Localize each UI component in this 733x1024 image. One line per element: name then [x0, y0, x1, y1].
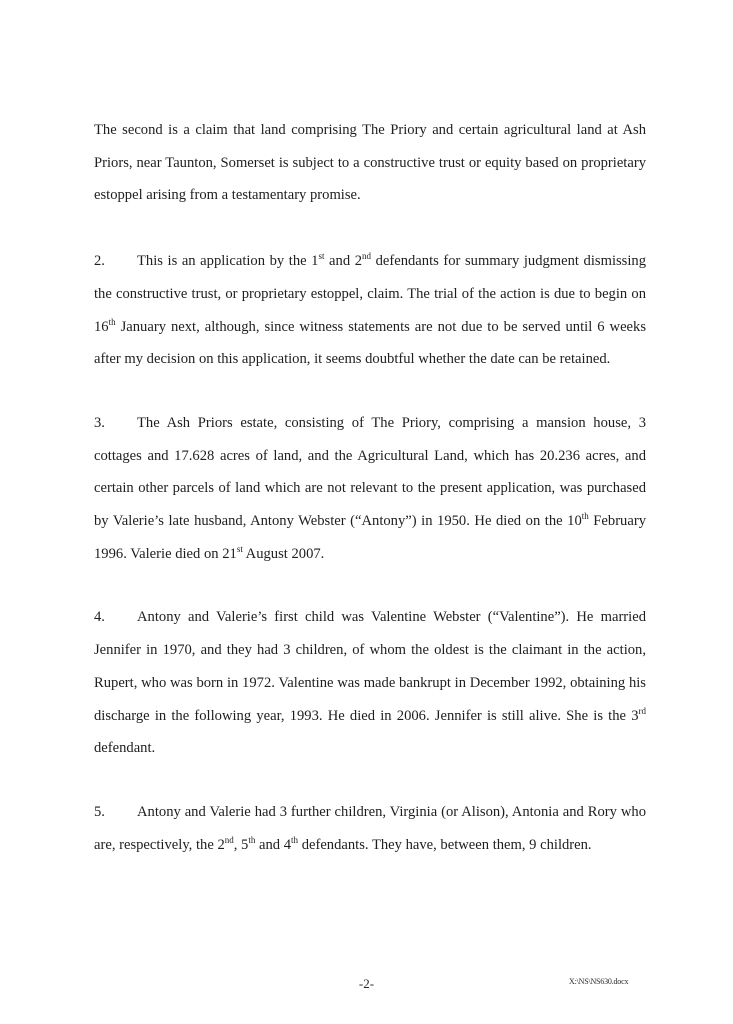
paragraph-3-number: 3.: [94, 414, 105, 431]
superscript: nd: [224, 834, 234, 845]
file-path: X:\NS\NS630.docx: [569, 977, 629, 986]
paragraph-2-text: January next, although, since witness statements are not due to be served until 6 weeks after my decision on this application, it seems doubtful whether the date can be retained.: [94, 318, 646, 368]
paragraph-3: [94, 407, 646, 571]
superscript: th: [108, 316, 116, 327]
paragraph-5-text: Antony and Valerie had 3 further children, Virginia (or Alison), Antonia and Rory who are, respectively, the 2: [94, 803, 646, 853]
superscript: st: [318, 251, 325, 262]
paragraph-2-text: and 2: [324, 253, 363, 270]
paragraph-3-text: The Ash Priors estate, consisting of The Priory, comprising a mansion house, 3 cottages and 17.628 acres of land, and the Agricultural Land, which has 20.236 acres, and certain other parcels of land which are not relevant to the present application, was purchased by Valerie’s late husband, Antony Webster (“Antony”) in 1950. He died on the 10: [94, 414, 646, 530]
paragraph-4-text: Antony and Valerie’s first child was Valentine Webster (“Valentine”). He married Jennifer in 1970, and they had 3 children, of whom the oldest is the claimant in the action, Rupert, who was born in 1972. Valentine was made bankrupt in December 1992, obtaining his discharge in the following year, 1993. He died in 2006. Jennifer is still alive. She is the 3: [94, 609, 646, 724]
paragraph-3-text: February 1996. Valerie died on 21: [94, 513, 646, 562]
paragraph-2: [94, 245, 646, 376]
superscript: th: [291, 834, 299, 845]
paragraph-4-text: defendant.: [94, 740, 156, 757]
paragraph-5-text: and 4: [255, 836, 292, 853]
document-body: [94, 114, 646, 892]
paragraph-5-text: defendants. They have, between them, 9 children.: [298, 836, 592, 853]
paragraph-3-text: August 2007.: [242, 545, 325, 562]
paragraph-1-text: The second is a claim that land comprising The Priory and certain agricultural land at Ash Priors, near Taunton, Somerset is subject to a constructive trust or equity based on proprietary estoppel arising from a testamentary promise.: [94, 122, 646, 204]
superscript: rd: [638, 705, 646, 716]
paragraph-4-number: 4.: [94, 609, 105, 626]
paragraph-5-text: , 5: [233, 836, 249, 853]
superscript: st: [236, 543, 243, 554]
paragraph-2-text: This is an application by the 1: [137, 253, 319, 270]
superscript: th: [581, 511, 589, 522]
superscript: th: [248, 834, 256, 845]
paragraph-1: [94, 114, 646, 212]
page-number: -2-: [358, 976, 375, 991]
paragraph-5: [94, 796, 646, 861]
paragraph-5-number: 5.: [94, 803, 105, 820]
paragraph-2-number: 2.: [94, 253, 105, 270]
paragraph-2-text: defendants for summary judgment dismissing the constructive trust, or proprietary estoppel, claim. The trial of the action is due to begin on 16: [94, 253, 647, 335]
paragraph-4: [94, 601, 646, 765]
superscript: nd: [362, 251, 372, 262]
